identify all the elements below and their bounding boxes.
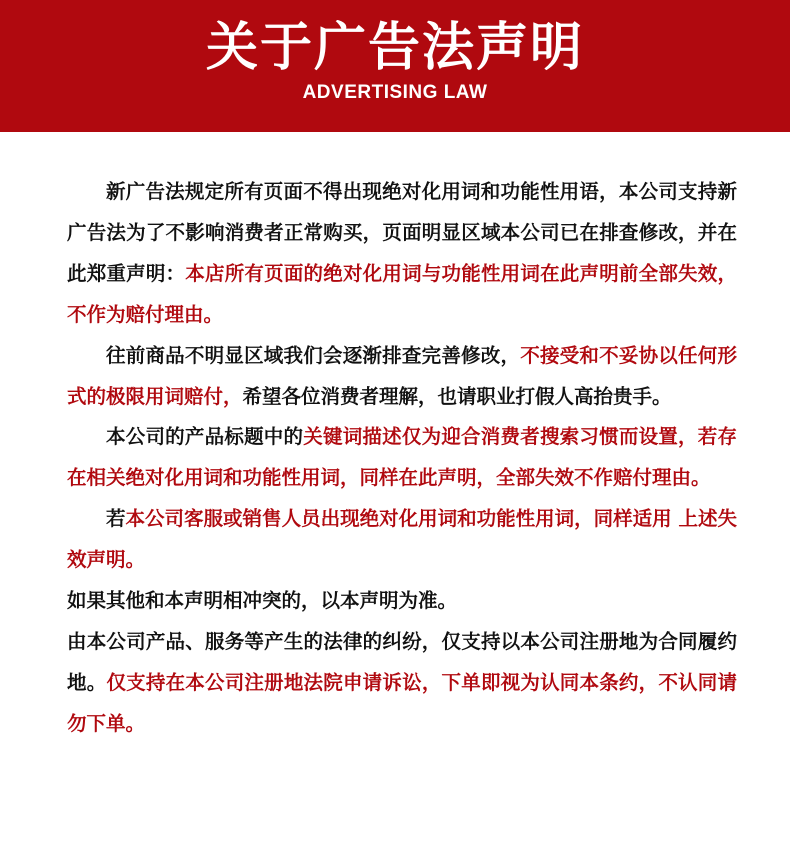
paragraph-1-emphasis: 本店所有页面的绝对化用词与功能性用词在此声明前全部失效，不作为赔付理由。 xyxy=(67,261,737,326)
page-subtitle: ADVERTISING LAW xyxy=(302,82,488,103)
paragraph-5-text: 如果其他和本声明相冲突的，以本声明为准。 xyxy=(67,589,458,613)
paragraph-2-text-end: 希望各位消费者理解，也请职业打假人高抬贵手。 xyxy=(242,384,672,408)
paragraph-1 xyxy=(67,172,737,336)
statement-body xyxy=(67,172,737,745)
paragraph-6-text: 由本公司产品、服务等产生的法律的纠纷，仅支持以本公司注册地为合同履约地。 xyxy=(67,629,737,694)
paragraph-5 xyxy=(67,581,737,622)
title-banner xyxy=(0,0,790,132)
paragraph-2-emphasis: 不接受和不妥协以任何形式的极限用词赔付， xyxy=(67,343,737,408)
paragraph-4-emphasis: 本公司客服或销售人员出现绝对化用词和功能性用词，同样适用 上述失效声明。 xyxy=(67,507,737,572)
paragraph-1-text: 新广告法规定所有页面不得出现绝对化用词和功能性用语，本公司支持新广告法为了不影响消费者正常购买，页面明显区域本公司已在排查修改，并在此郑重声明： xyxy=(67,180,737,285)
paragraph-3 xyxy=(67,417,737,499)
paragraph-2 xyxy=(67,336,737,418)
paragraph-4 xyxy=(67,499,737,581)
paragraph-3-text: 本公司的产品标题中的 xyxy=(106,425,304,449)
paragraph-4-text: 若 xyxy=(106,507,126,531)
paragraph-6 xyxy=(67,622,737,745)
paragraph-6-emphasis: 仅支持在本公司注册地法院申请诉讼，下单即视为认同本条约，不认同请勿下单。 xyxy=(67,670,737,735)
paragraph-3-emphasis: 关键词描述仅为迎合消费者搜索习惯而设置，若存在相关绝对化用词和功能性用词，同样在此声明，全部失效不作赔付理由。 xyxy=(67,425,737,490)
paragraph-2-text: 往前商品不明显区域我们会逐渐排查完善修改， xyxy=(106,343,521,367)
page-title: 关于广告法声明 xyxy=(205,18,584,78)
